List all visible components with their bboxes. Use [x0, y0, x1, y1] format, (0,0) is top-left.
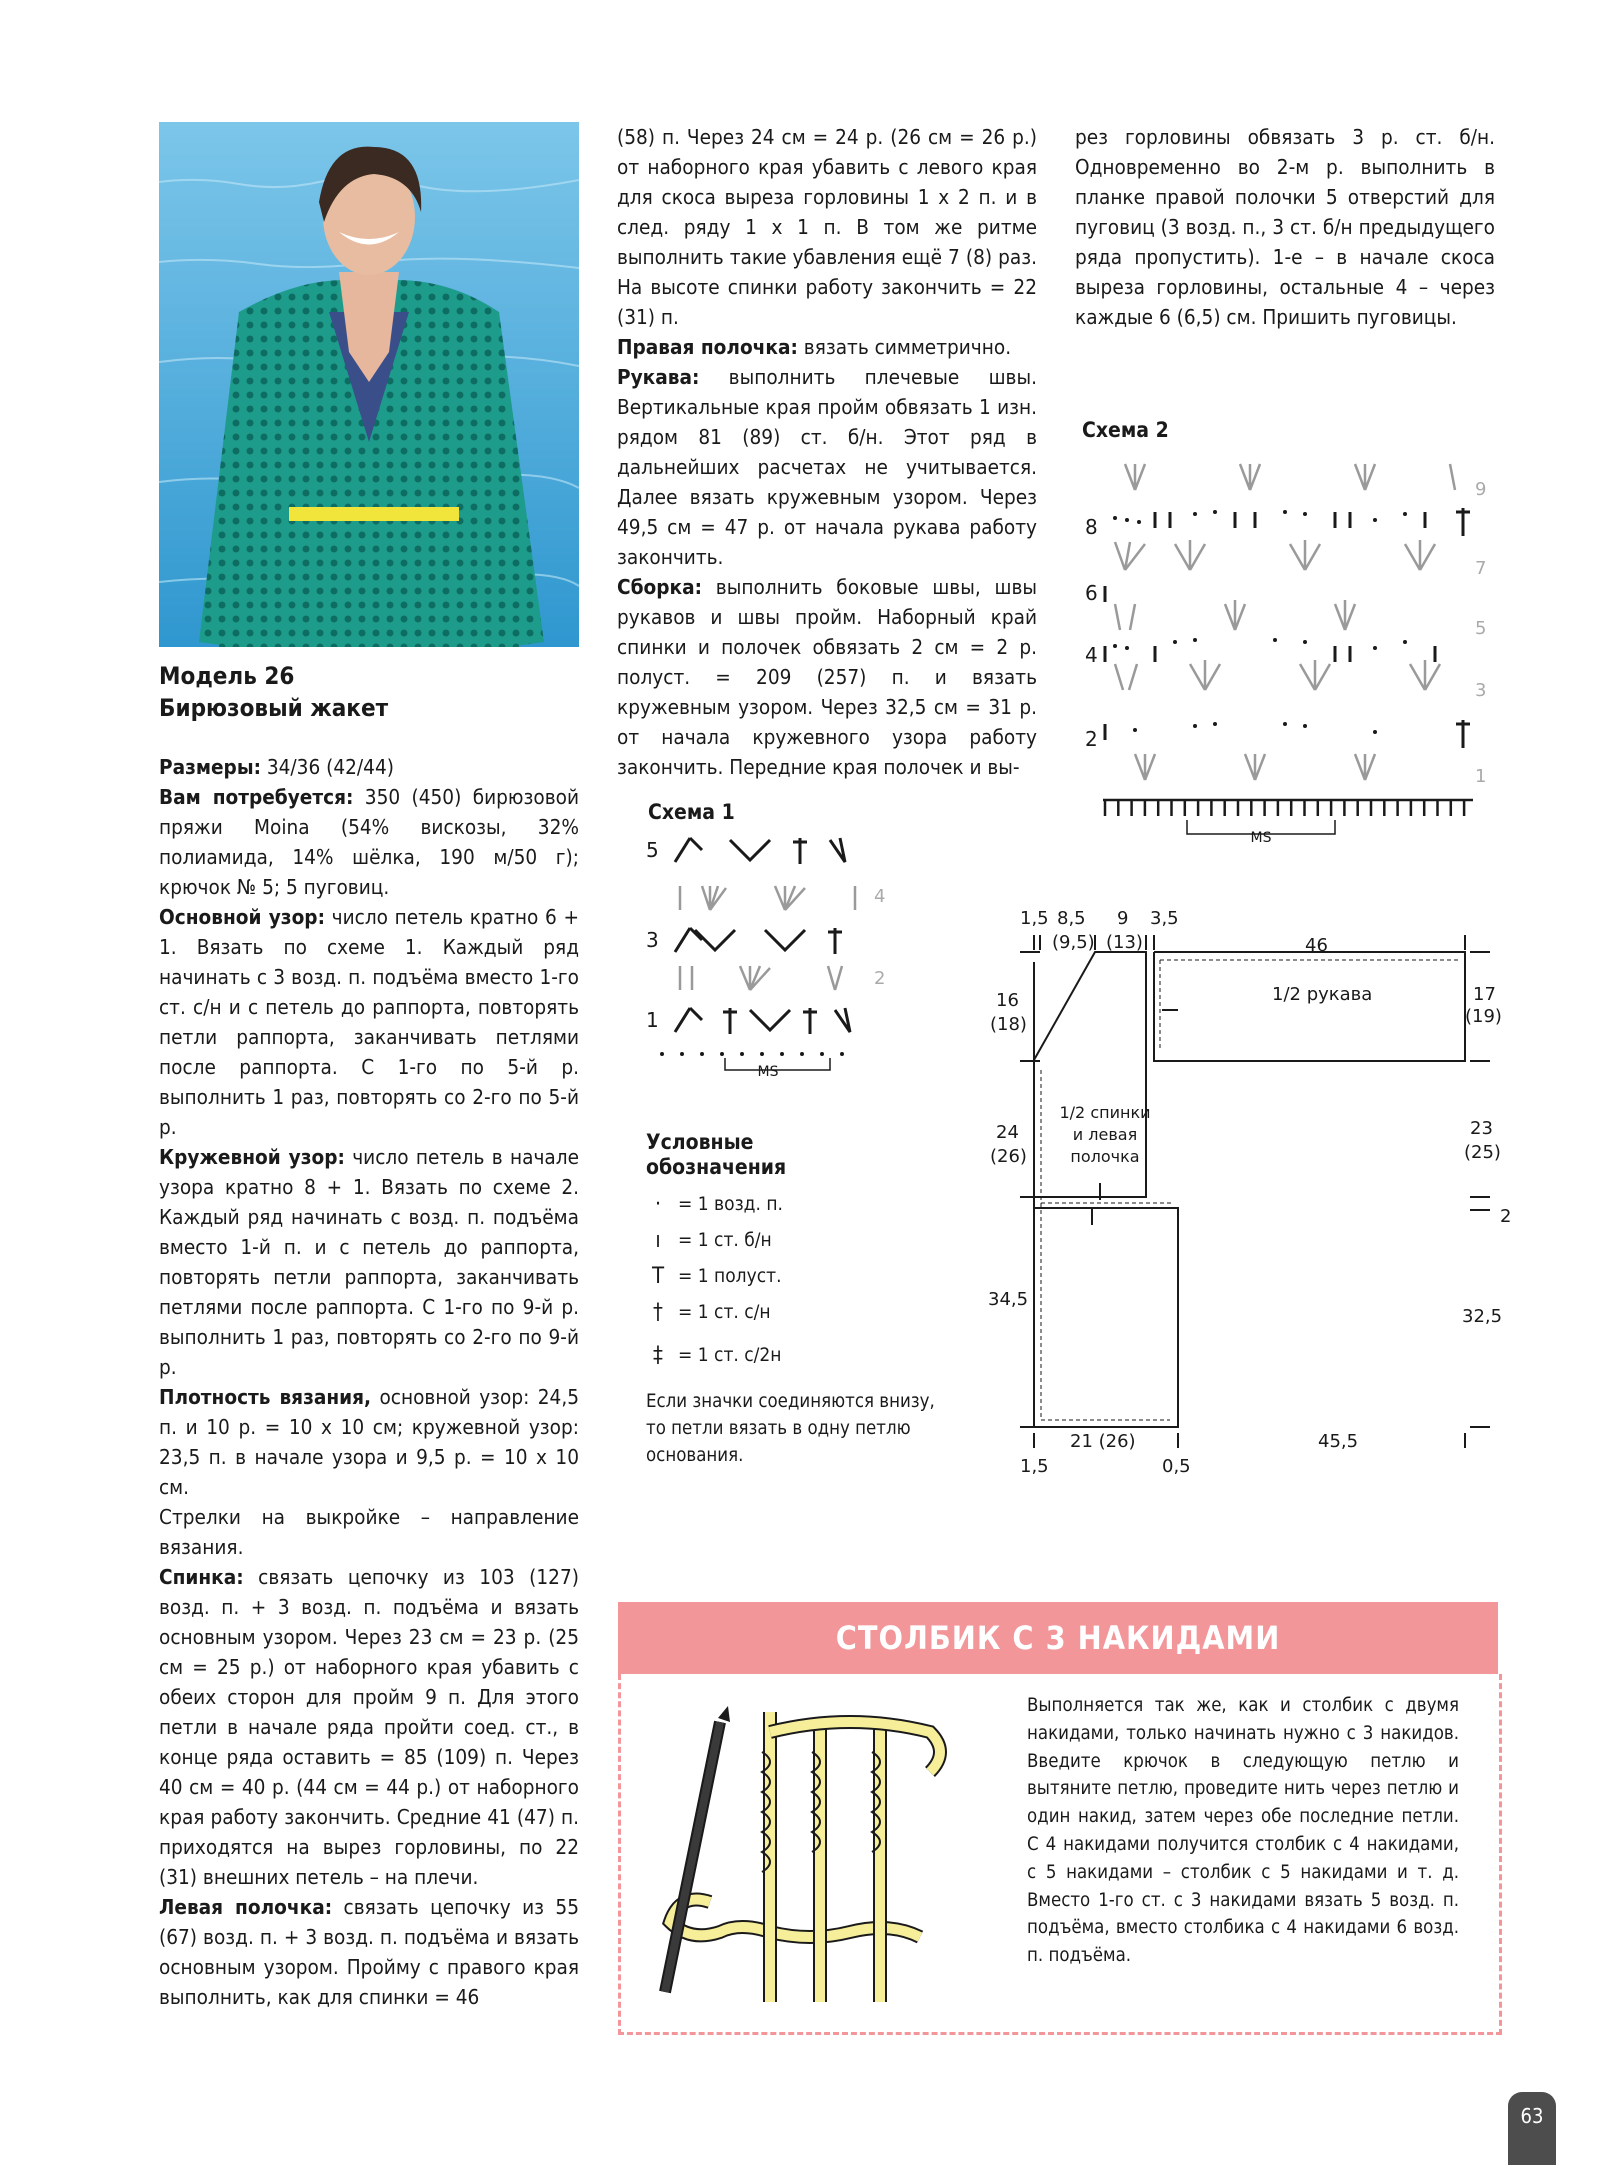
- page-number: 63: [1508, 2092, 1556, 2165]
- dim-top-3: 9: [1117, 908, 1129, 929]
- single-crochet-icon: ı: [655, 1227, 661, 1253]
- scheme-1-row-4: 4: [874, 886, 886, 907]
- scheme-2-row-8: 8: [1085, 515, 1098, 539]
- body-label-2: и левая: [1072, 1125, 1138, 1144]
- pattern-schematic: [980, 900, 1520, 1490]
- para-back: Спинка: связать цепочку из 103 (127) возд. п. + 3 возд. п. подъёма и вязать основным узором. Через 23 см = 23 р. (25 см = 25 р.) от наборного края убавить с обеих сторон для пройм 9 п. Для этого петли в начале ряда пройти соед. ст., в конце ряда оставить = 85 (109) п. Через 40 см = 40 р. (44 см = 44 р.) от наборного края работу закончить. Средние 41 (47) п. приходятся на вырез горловины, по 22 (31) внешних петель – на плечи.: [159, 1565, 579, 1889]
- para-finishing: рез горловины обвязать 3 р. ст. б/н. Одновременно во 2-м р. выполнить в планке правой полочки 5 отверстий для пуговиц (3 возд. п., 3 ст. б/н предыдущего ряда пропустить). 1-е – в начале скоса выреза горловины, остальные 4 – через каждые 6 (6,5) см. Пришить пуговицы.: [1075, 125, 1495, 329]
- column-2: [617, 122, 1037, 782]
- scheme-2-row-7: 7: [1475, 558, 1487, 579]
- legend: [646, 1130, 946, 1469]
- model-number: Модель 26: [159, 662, 295, 690]
- body-label-1: 1/2 спинки: [1059, 1103, 1151, 1122]
- dim-top-2: 8,5: [1057, 908, 1086, 929]
- stitch-illustration: [650, 1692, 990, 2012]
- scheme-1-row-5: 5: [646, 838, 659, 862]
- dim-bottom-width: 21 (26): [1070, 1431, 1136, 1452]
- scheme-1-row-1: 1: [646, 1008, 659, 1032]
- legend-note: Если значки соединяются внизу, то петли вязать в одну петлю основания.: [646, 1391, 935, 1466]
- dim-left-2b: (26): [990, 1146, 1027, 1167]
- column-1: [159, 752, 579, 2012]
- sleeve-label: 1/2 рукава: [1272, 984, 1373, 1005]
- scheme-1-diagram: [640, 830, 900, 1080]
- body-label-3: полочка: [1070, 1147, 1140, 1166]
- scheme-1-ms: MS: [757, 1064, 779, 1080]
- scheme-2-row-5: 5: [1475, 618, 1487, 639]
- info-box-text: Выполняется так же, как и столбик с двумя накидами, только начинать нужно с 3 накидов. Введите крючок в следующую петлю и вытяните петлю, проведите нить через петлю и один накид, затем через обе последние петли. С 4 накидами получится столбик с 4 накидами, с 5 накидами – столбик с 5 накидами и т. д. Вместо 1-го ст. с 3 накидами вязать 5 возд. п. подъёма, вместо столбика с 4 накидами 6 возд. п. подъёма.: [1027, 1695, 1459, 1967]
- dim-bottom-right: 0,5: [1162, 1456, 1191, 1477]
- para-sleeves: Рукава: выполнить плечевые швы. Вертикальные края пройм обвязать 1 изн. рядом 81 (89) ст. б/н. Этот ряд в дальнейших расчетах не учитывается. Далее вязать кружевным узором. Через 49,5 см = 47 р. от начала рукава работу закончить.: [617, 365, 1037, 569]
- half-double-icon: T: [651, 1263, 665, 1289]
- dim-top-sub-1: (9,5): [1052, 932, 1095, 953]
- column-3: [1075, 122, 1495, 332]
- scheme-1-title: Схема 1: [648, 800, 735, 824]
- model-title: Бирюзовый жакет: [159, 694, 389, 722]
- legend-row-half-double: T = 1 полуст.: [646, 1258, 946, 1294]
- scheme-2-ms: MS: [1250, 830, 1272, 846]
- para-right-front: Правая полочка: вязать симметрично.: [617, 335, 1012, 359]
- dim-top-4: 3,5: [1150, 908, 1179, 929]
- para-gauge: Плотность вязания, основной узор: 24,5 п. и 10 р. = 10 х 10 см; кружевной узор: 23,5 п. в начале узора и 9,5 р. = 10 х 10 см.: [159, 1385, 579, 1499]
- legend-row-double: † = 1 ст. с/н: [646, 1294, 946, 1330]
- para-sizes: Размеры: 34/36 (42/44): [159, 755, 394, 779]
- scheme-1-row-2: 2: [874, 968, 886, 989]
- scheme-2-row-6: 6: [1085, 581, 1098, 605]
- legend-title-2: обозначения: [646, 1155, 787, 1179]
- scheme-2-row-2: 2: [1085, 727, 1098, 751]
- para-left-front-cont: (58) п. Через 24 см = 24 р. (26 см = 26 р.) от наборного края убавить с левого края для скоса выреза горловины 1 х 2 п. и в след. ряду 1 х 1 п. В том же ритме выполнить такие убавления ещё 7 (8) раз. На высоте спинки работу закончить = 22 (31) п.: [617, 125, 1037, 329]
- dim-left-1b: (18): [990, 1014, 1027, 1035]
- legend-row-single: ı = 1 ст. б/н: [646, 1222, 946, 1258]
- para-lace-pattern: Кружевной узор: число петель в начале узора кратно 8 + 1. Вязать по схеме 2. Каждый ряд начинать с возд. п. подъёма вместо 1-й п. и с петель до раппорта, повторять петли раппорта, заканчивать петлями после раппорта. С 1-го по 9-й р. выполнить 1 раз, повторять со 2-го по 9-й р.: [159, 1145, 579, 1379]
- scheme-2-diagram: [1075, 450, 1505, 860]
- model-photo: [159, 122, 579, 647]
- dim-left-3: 34,5: [988, 1289, 1029, 1310]
- scheme-2-title: Схема 2: [1082, 418, 1169, 442]
- para-assembly: Сборка: выполнить боковые швы, швы рукавов и швы пройм. Наборный край спинки и полочек обвязать 2 см = 2 р. полуст. = 209 (257) п. и вязать кружевным узором. Через 32,5 см = 31 р. от начала кружевного узора работу закончить. Передние края полочек и вы-: [617, 575, 1037, 779]
- dim-right-1a: 23: [1470, 1118, 1493, 1139]
- dim-sleeve-right-1: 17: [1473, 984, 1496, 1005]
- banner-title: СТОЛБИК С 3 НАКИДАМИ: [618, 1602, 1498, 1674]
- para-materials: Вам потребуется: 350 (450) бирюзовой пряжи Moina (54% вискозы, 32% полиамида, 14% шёлка, 190 м/50 г); крючок № 5; 5 пуговиц.: [159, 785, 579, 899]
- scheme-1-row-3: 3: [646, 928, 659, 952]
- dim-right-3: 32,5: [1462, 1306, 1503, 1327]
- scheme-2-row-4: 4: [1085, 643, 1098, 667]
- para-main-pattern: Основной узор: число петель кратно 6 + 1. Вязать по схеме 1. Каждый ряд начинать с 3 возд. п. подъёма вместо 1-го ст. с/н и с петель до раппорта, повторять петли раппорта, заканчивать петлями после раппорта. С 1-го по 5-й р. выполнить 1 раз, повторять со 2-го по 5-й р.: [159, 905, 579, 1139]
- dim-bottom-left: 1,5: [1020, 1456, 1049, 1477]
- para-left-front: Левая полочка: связать цепочку из 55 (67) возд. п. + 3 возд. п. подъёма и вязать основным узором. Пройму с правого края выполнить, как для спинки = 46: [159, 1895, 579, 2009]
- para-arrows: Стрелки на выкройке – направление вязания.: [159, 1505, 579, 1559]
- legend-row-treble: ‡ = 1 ст. с/2н: [646, 1330, 946, 1380]
- dim-sleeve-right-2: (19): [1465, 1006, 1502, 1027]
- scheme-2-row-3: 3: [1475, 680, 1487, 701]
- legend-title-1: Условные: [646, 1130, 754, 1154]
- dim-right-1b: (25): [1464, 1142, 1501, 1163]
- scheme-2-row-1: 1: [1475, 766, 1487, 787]
- dim-left-1a: 16: [996, 990, 1019, 1011]
- dim-sleeve-length: 46: [1305, 935, 1328, 956]
- treble-crochet-icon: ‡: [653, 1342, 663, 1368]
- legend-row-chain: · = 1 возд. п.: [646, 1186, 946, 1222]
- dim-bottom-sleeve: 45,5: [1318, 1431, 1359, 1452]
- dim-top-sub-2: (13): [1106, 932, 1143, 953]
- scheme-2-row-9: 9: [1475, 479, 1487, 500]
- dim-top-1: 1,5: [1020, 908, 1049, 929]
- dim-right-2: 2: [1500, 1206, 1512, 1227]
- dim-left-2a: 24: [996, 1122, 1019, 1143]
- double-crochet-icon: †: [653, 1299, 663, 1325]
- chain-dot-icon: ·: [654, 1191, 662, 1217]
